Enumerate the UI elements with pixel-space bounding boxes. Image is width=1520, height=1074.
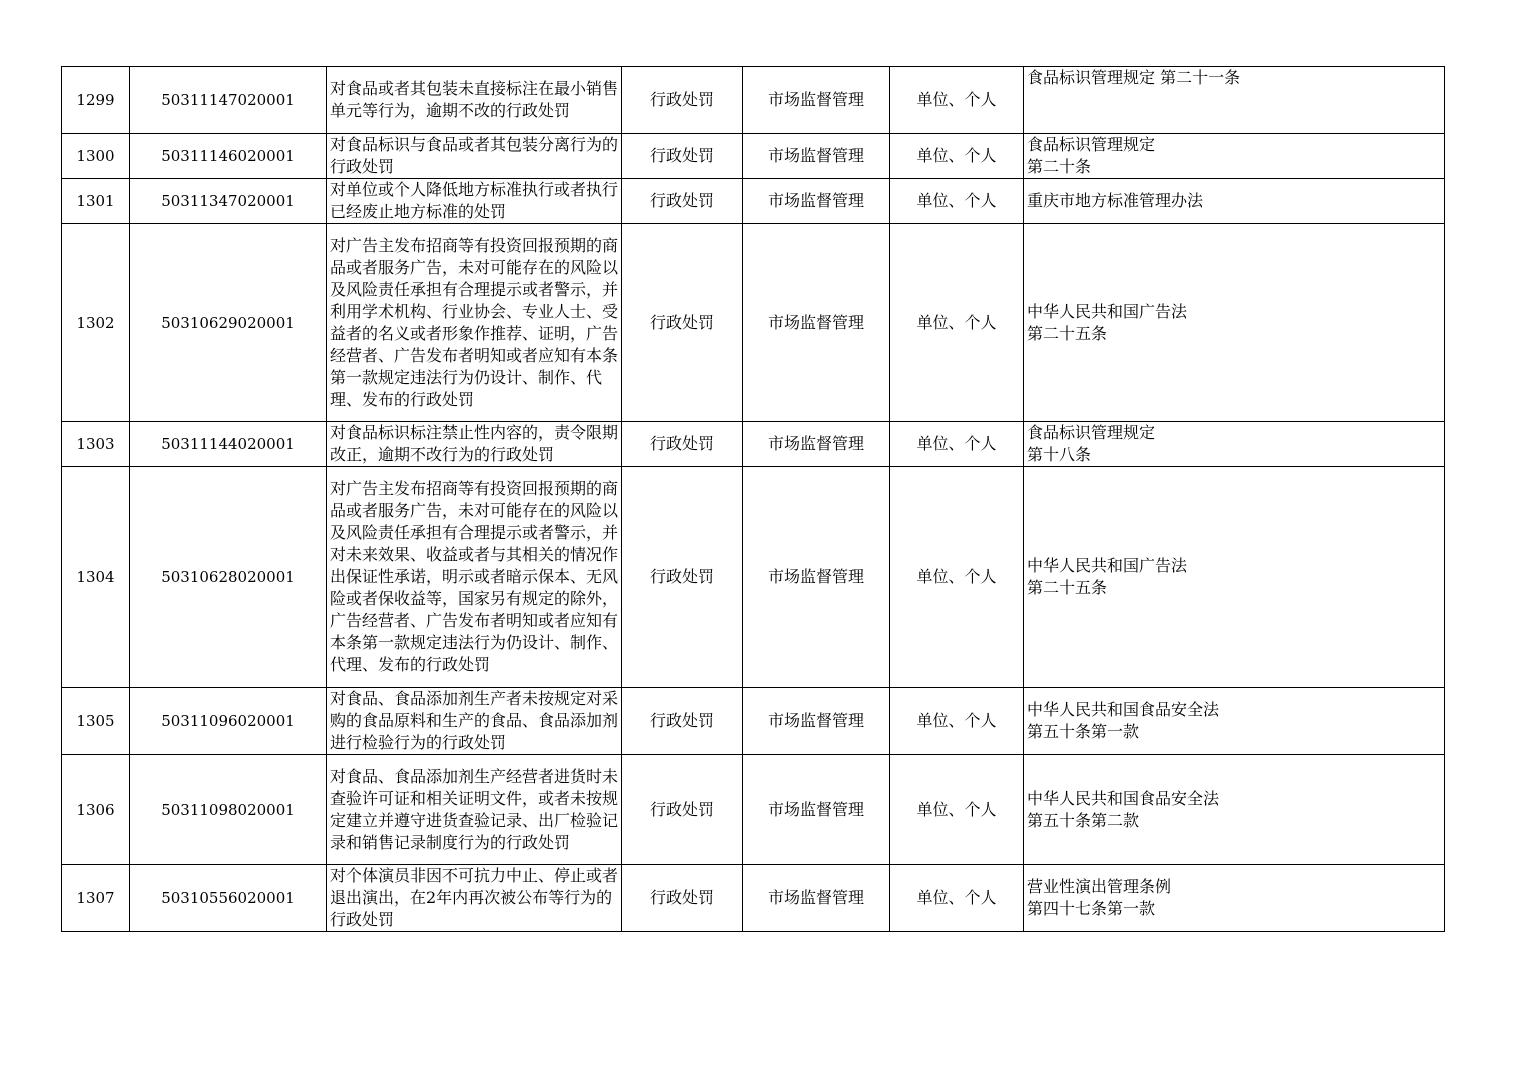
item-category-cell: 行政处罚 xyxy=(622,134,743,179)
legal-basis-line: 第五十条第一款 xyxy=(1027,722,1140,741)
item-code-cell: 50311347020001 xyxy=(130,179,327,224)
item-code-cell: 50311096020001 xyxy=(130,688,327,755)
legal-basis-line: 第五十条第二款 xyxy=(1027,810,1140,830)
legal-basis-cell xyxy=(1024,224,1445,422)
subject-cell: 单位、个人 xyxy=(890,865,1024,932)
department-cell: 市场监督管理 xyxy=(743,755,890,865)
table-row xyxy=(62,179,1445,224)
item-code-cell: 50311146020001 xyxy=(130,134,327,179)
legal-basis-line: 第四十七条第一款 xyxy=(1027,899,1156,918)
subject-cell: 单位、个人 xyxy=(890,422,1024,467)
row-number-cell: 1305 xyxy=(62,688,130,755)
legal-basis-cell xyxy=(1024,134,1445,179)
item-name-cell: 对食品、食品添加剂生产经营者进货时未查验许可证和相关证明文件，或者未按规定建立并遵守进货查验记录、出厂检验记录和销售记录制度行为的行政处罚 xyxy=(327,755,622,865)
table-body xyxy=(62,67,1445,932)
table-row xyxy=(62,467,1445,688)
subject-cell: 单位、个人 xyxy=(890,224,1024,422)
legal-basis-cell xyxy=(1024,467,1445,688)
legal-basis-line: 重庆市地方标准管理办法 xyxy=(1027,191,1204,210)
legal-basis-cell xyxy=(1024,755,1445,865)
item-code-cell: 50311147020001 xyxy=(130,67,327,134)
legal-basis-line: 食品标识管理规定 xyxy=(1027,423,1156,442)
legal-basis-line: 第二十五条 xyxy=(1027,323,1108,343)
legal-basis-cell xyxy=(1024,865,1445,932)
subject-cell: 单位、个人 xyxy=(890,688,1024,755)
legal-basis-line: 中华人民共和国广告法 xyxy=(1027,556,1188,575)
row-number-cell: 1301 xyxy=(62,179,130,224)
item-name-cell: 对食品或者其包装未直接标注在最小销售单元等行为，逾期不改的行政处罚 xyxy=(327,67,622,134)
department-cell: 市场监督管理 xyxy=(743,865,890,932)
table-row xyxy=(62,422,1445,467)
department-cell: 市场监督管理 xyxy=(743,224,890,422)
item-code-cell: 50310628020001 xyxy=(130,467,327,688)
row-number-cell: 1306 xyxy=(62,755,130,865)
subject-cell: 单位、个人 xyxy=(890,179,1024,224)
subject-cell: 单位、个人 xyxy=(890,67,1024,134)
row-number-cell: 1300 xyxy=(62,134,130,179)
subject-cell: 单位、个人 xyxy=(890,134,1024,179)
row-number-cell: 1303 xyxy=(62,422,130,467)
item-category-cell: 行政处罚 xyxy=(622,179,743,224)
item-name-cell: 对食品标识标注禁止性内容的，责令限期改正，逾期不改行为的行政处罚 xyxy=(327,422,622,467)
row-number-cell: 1299 xyxy=(62,67,130,134)
table-row xyxy=(62,688,1445,755)
table-row xyxy=(62,134,1445,179)
item-code-cell: 50310556020001 xyxy=(130,865,327,932)
table-row xyxy=(62,865,1445,932)
item-category-cell: 行政处罚 xyxy=(622,467,743,688)
legal-basis-line: 第二十条 xyxy=(1027,157,1092,176)
row-number-cell: 1307 xyxy=(62,865,130,932)
item-category-cell: 行政处罚 xyxy=(622,422,743,467)
item-name-cell: 对单位或个人降低地方标准执行或者执行已经废止地方标准的处罚 xyxy=(327,179,622,224)
table-row xyxy=(62,755,1445,865)
item-category-cell: 行政处罚 xyxy=(622,688,743,755)
department-cell: 市场监督管理 xyxy=(743,134,890,179)
legal-basis-cell xyxy=(1024,67,1445,134)
legal-basis-line: 中华人民共和国广告法 xyxy=(1027,301,1188,321)
legal-basis-line: 中华人民共和国食品安全法 xyxy=(1027,700,1220,719)
subject-cell: 单位、个人 xyxy=(890,755,1024,865)
row-number-cell: 1302 xyxy=(62,224,130,422)
item-code-cell: 50310629020001 xyxy=(130,224,327,422)
legal-basis-cell xyxy=(1024,422,1445,467)
power-list-table xyxy=(61,66,1445,932)
department-cell: 市场监督管理 xyxy=(743,179,890,224)
row-number-cell: 1304 xyxy=(62,467,130,688)
item-name-cell: 对广告主发布招商等有投资回报预期的商品或者服务广告，未对可能存在的风险以及风险责任承担有合理提示或者警示，并利用学术机构、行业协会、专业人士、受益者的名义或者形象作推荐、证明，广告经营者、广告发布者明知或者应知有本条第一款规定违法行为仍设计、制作、代理、发布的行政处罚 xyxy=(327,224,622,422)
item-code-cell: 50311144020001 xyxy=(130,422,327,467)
legal-basis-line: 营业性演出管理条例 xyxy=(1027,877,1172,896)
item-name-cell: 对食品标识与食品或者其包装分离行为的行政处罚 xyxy=(327,134,622,179)
item-category-cell: 行政处罚 xyxy=(622,755,743,865)
department-cell: 市场监督管理 xyxy=(743,688,890,755)
legal-basis-cell xyxy=(1024,179,1445,224)
item-category-cell: 行政处罚 xyxy=(622,67,743,134)
department-cell: 市场监督管理 xyxy=(743,467,890,688)
table-row xyxy=(62,67,1445,134)
legal-basis-cell xyxy=(1024,688,1445,755)
legal-basis-line: 食品标识管理规定 xyxy=(1027,135,1156,154)
item-category-cell: 行政处罚 xyxy=(622,865,743,932)
department-cell: 市场监督管理 xyxy=(743,422,890,467)
legal-basis-line: 中华人民共和国食品安全法 xyxy=(1027,788,1220,808)
table-row xyxy=(62,224,1445,422)
item-name-cell: 对个体演员非因不可抗力中止、停止或者退出演出，在2年内再次被公布等行为的行政处罚 xyxy=(327,865,622,932)
legal-basis-line: 第十八条 xyxy=(1027,445,1092,464)
department-cell: 市场监督管理 xyxy=(743,67,890,134)
legal-basis-line: 第二十五条 xyxy=(1027,578,1108,597)
item-name-cell: 对食品、食品添加剂生产者未按规定对采购的食品原料和生产的食品、食品添加剂进行检验行为的行政处罚 xyxy=(327,688,622,755)
item-code-cell: 50311098020001 xyxy=(130,755,327,865)
legal-basis-line: 食品标识管理规定 第二十一条 xyxy=(1027,68,1241,87)
item-category-cell: 行政处罚 xyxy=(622,224,743,422)
item-name-cell: 对广告主发布招商等有投资回报预期的商品或者服务广告，未对可能存在的风险以及风险责任承担有合理提示或者警示，并对未来效果、收益或者与其相关的情况作出保证性承诺，明示或者暗示保本、无风险或者保收益等，国家另有规定的除外，广告经营者、广告发布者明知或者应知有本条第一款规定违法行为仍设计、制作、代理、发布的行政处罚 xyxy=(327,467,622,688)
subject-cell: 单位、个人 xyxy=(890,467,1024,688)
